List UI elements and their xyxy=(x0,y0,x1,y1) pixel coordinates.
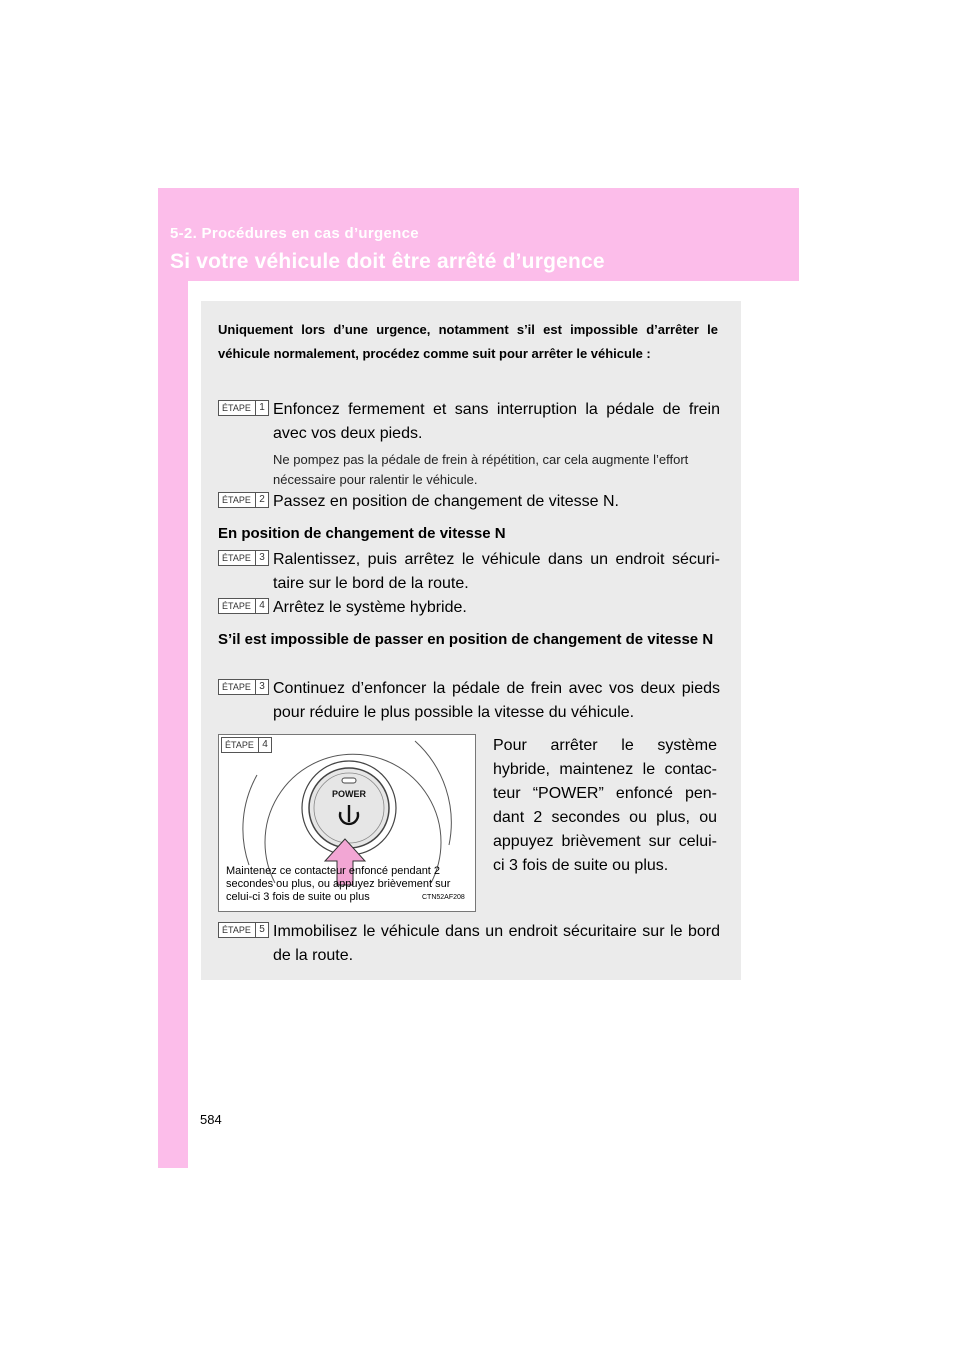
power-button-label: POWER xyxy=(331,789,366,799)
page-title: Si votre véhicule doit être arrêté d’urgence xyxy=(170,250,605,273)
step-badge: ÉTAPE 3 xyxy=(218,550,269,566)
step-note: Ne pompez pas la pédale de frein à répétition, car cela augmente l’effort nécessaire pour ralentir le véhicule. xyxy=(273,452,689,487)
step-4a xyxy=(218,596,720,620)
step-badge: ÉTAPE 4 xyxy=(218,598,269,614)
subheading-no-neutral: S’il est impossible de passer en position de changement de vitesse N xyxy=(218,631,714,648)
step-badge: ÉTAPE 3 xyxy=(218,679,269,695)
content-box xyxy=(201,301,741,980)
step-4b-text: Pour arrêter le système hybride, maintenez le contac-teur “POWER” enfoncé pen-dant 2 secondes ou plus, ou appuyez brièvement sur celui-ci 3 fois de suite ou plus. xyxy=(493,737,717,874)
figure-caption: Maintenez ce contacteur enfoncé pendant 2 secondes ou plus, ou appuyez brièvement sur celui-ci 3 fois de suite ou plus xyxy=(226,865,451,903)
step-3a xyxy=(218,548,720,596)
step-badge: ÉTAPE 5 xyxy=(218,922,269,938)
power-switch-figure xyxy=(218,734,476,912)
figure-code: CTN52AF208 xyxy=(422,894,465,901)
step-text: Enfoncez fermement et sans interruption la pédale de frein avec vos deux pieds. xyxy=(273,401,720,442)
section-label: 5-2. Procédures en cas d’urgence xyxy=(170,225,419,242)
step-3b xyxy=(218,677,720,725)
side-tab-strip xyxy=(158,188,188,1168)
intro-text: Uniquement lors d’une urgence, notamment s’il est impossible d’arrêter le véhicule normalement, procédez comme suit pour arrêter le véhicule : xyxy=(218,322,718,361)
step-badge: ÉTAPE 2 xyxy=(218,492,269,508)
step-5 xyxy=(218,920,720,968)
page-number: 584 xyxy=(200,1112,222,1127)
step-2 xyxy=(218,490,720,514)
step-text: Continuez d’enfoncer la pédale de frein avec vos deux pieds pour réduire le plus possible la vitesse du véhicule. xyxy=(273,680,720,721)
step-badge: ÉTAPE 1 xyxy=(218,400,269,416)
subheading-neutral: En position de changement de vitesse N xyxy=(218,525,506,542)
step-text: Ralentissez, puis arrêtez le véhicule dans un endroit sécuri-taire sur le bord de la route. xyxy=(273,551,720,592)
step-text: Passez en position de changement de vitesse N. xyxy=(273,493,619,510)
step-text: Immobilisez le véhicule dans un endroit sécuritaire sur le bord de la route. xyxy=(273,923,720,964)
step-text: Arrêtez le système hybride. xyxy=(273,599,467,616)
step-badge: ÉTAPE 4 xyxy=(221,737,272,753)
page-header xyxy=(158,188,799,281)
step-1 xyxy=(218,398,720,490)
